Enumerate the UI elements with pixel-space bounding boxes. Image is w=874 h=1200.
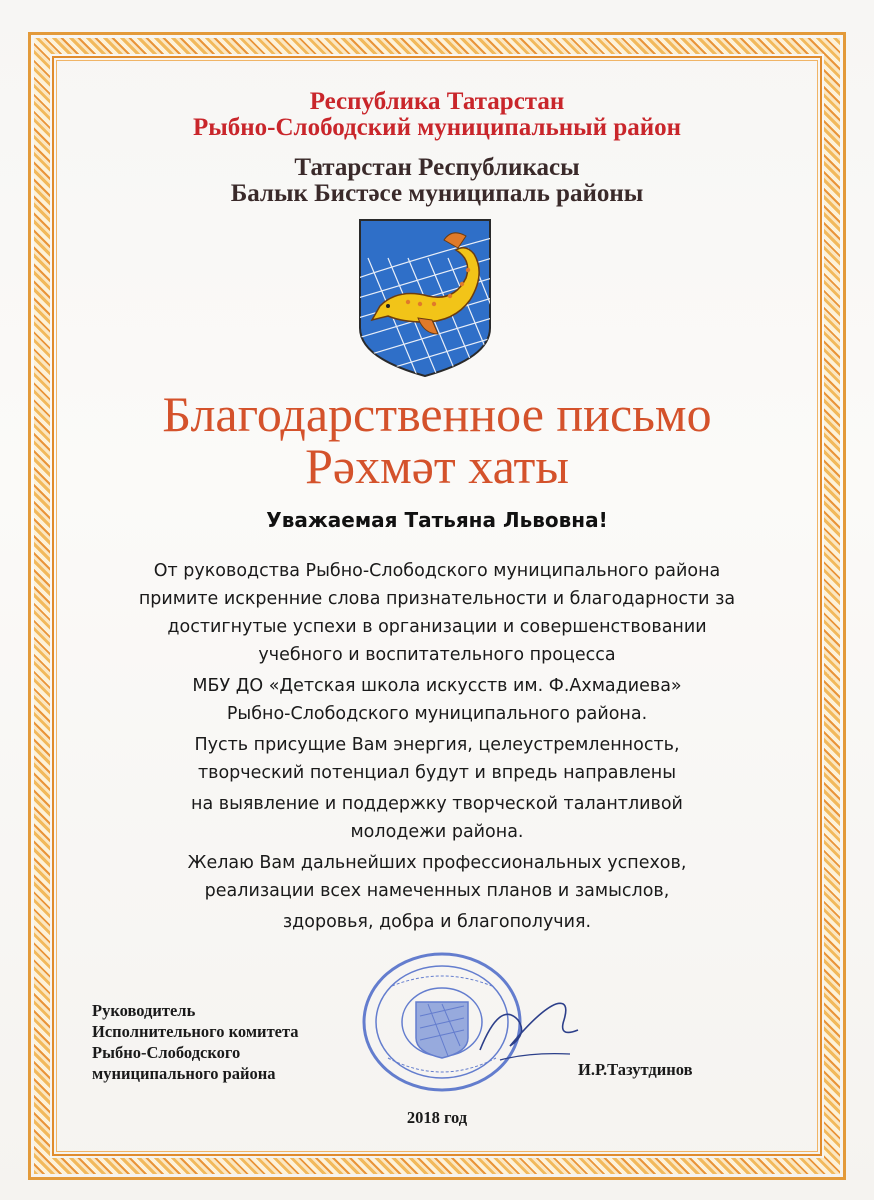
body-line: молодежи района. bbox=[350, 822, 524, 842]
body-line: Пусть присущие Вам энергия, целеустремленность, bbox=[194, 735, 680, 755]
body-line: примите искренние слова признательности и благодарности за bbox=[138, 589, 736, 609]
title-tt: Рәхмәт хаты bbox=[305, 438, 569, 494]
signer-name: И.Р.Тазутдинов bbox=[578, 1060, 693, 1079]
header-district-ru: Рыбно-Слободский муниципальный район bbox=[192, 114, 682, 141]
body-line: здоровья, добра и благополучия. bbox=[282, 912, 592, 932]
body-line: От руководства Рыбно-Слободского муниципального района bbox=[153, 561, 721, 581]
body-line: МБУ ДО «Детская школа искусств им. Ф.Ахмадиева» bbox=[192, 676, 682, 696]
signatory-line: Исполнительного комитета bbox=[92, 1022, 299, 1041]
body-line: Рыбно-Слободского муниципального района. bbox=[226, 704, 648, 724]
signatory-line: муниципального района bbox=[92, 1064, 276, 1083]
signatory-position bbox=[92, 1000, 299, 1084]
header-republic-ru: Республика Татарстан bbox=[309, 88, 565, 115]
issue-year: 2018 год bbox=[406, 1108, 468, 1127]
body-line: Желаю Вам дальнейших профессиональных успехов, bbox=[187, 853, 687, 873]
signatory-line: Руководитель bbox=[92, 1001, 196, 1020]
body-line: творческий потенциал будут и впредь направлены bbox=[197, 763, 677, 783]
header-republic-tt: Татарстан Республикасы bbox=[294, 154, 580, 181]
header-district-tt: Балык Бистәсе муниципаль районы bbox=[230, 180, 644, 207]
body-line: достигнутые успехи в организации и совершенствовании bbox=[167, 617, 707, 637]
body-line: реализации всех намеченных планов и замыслов, bbox=[204, 881, 670, 901]
handwritten-signature-icon bbox=[470, 980, 590, 1070]
title-ru: Благодарственное письмо bbox=[162, 386, 712, 442]
salutation: Уважаемая Татьяна Львовна! bbox=[266, 508, 608, 532]
coat-of-arms-sturgeon-icon bbox=[358, 218, 492, 378]
body-line: учебного и воспитательного процесса bbox=[258, 645, 616, 665]
signatory-line: Рыбно-Слободского bbox=[92, 1043, 241, 1062]
body-line: на выявление и поддержку творческой талантливой bbox=[191, 794, 683, 814]
